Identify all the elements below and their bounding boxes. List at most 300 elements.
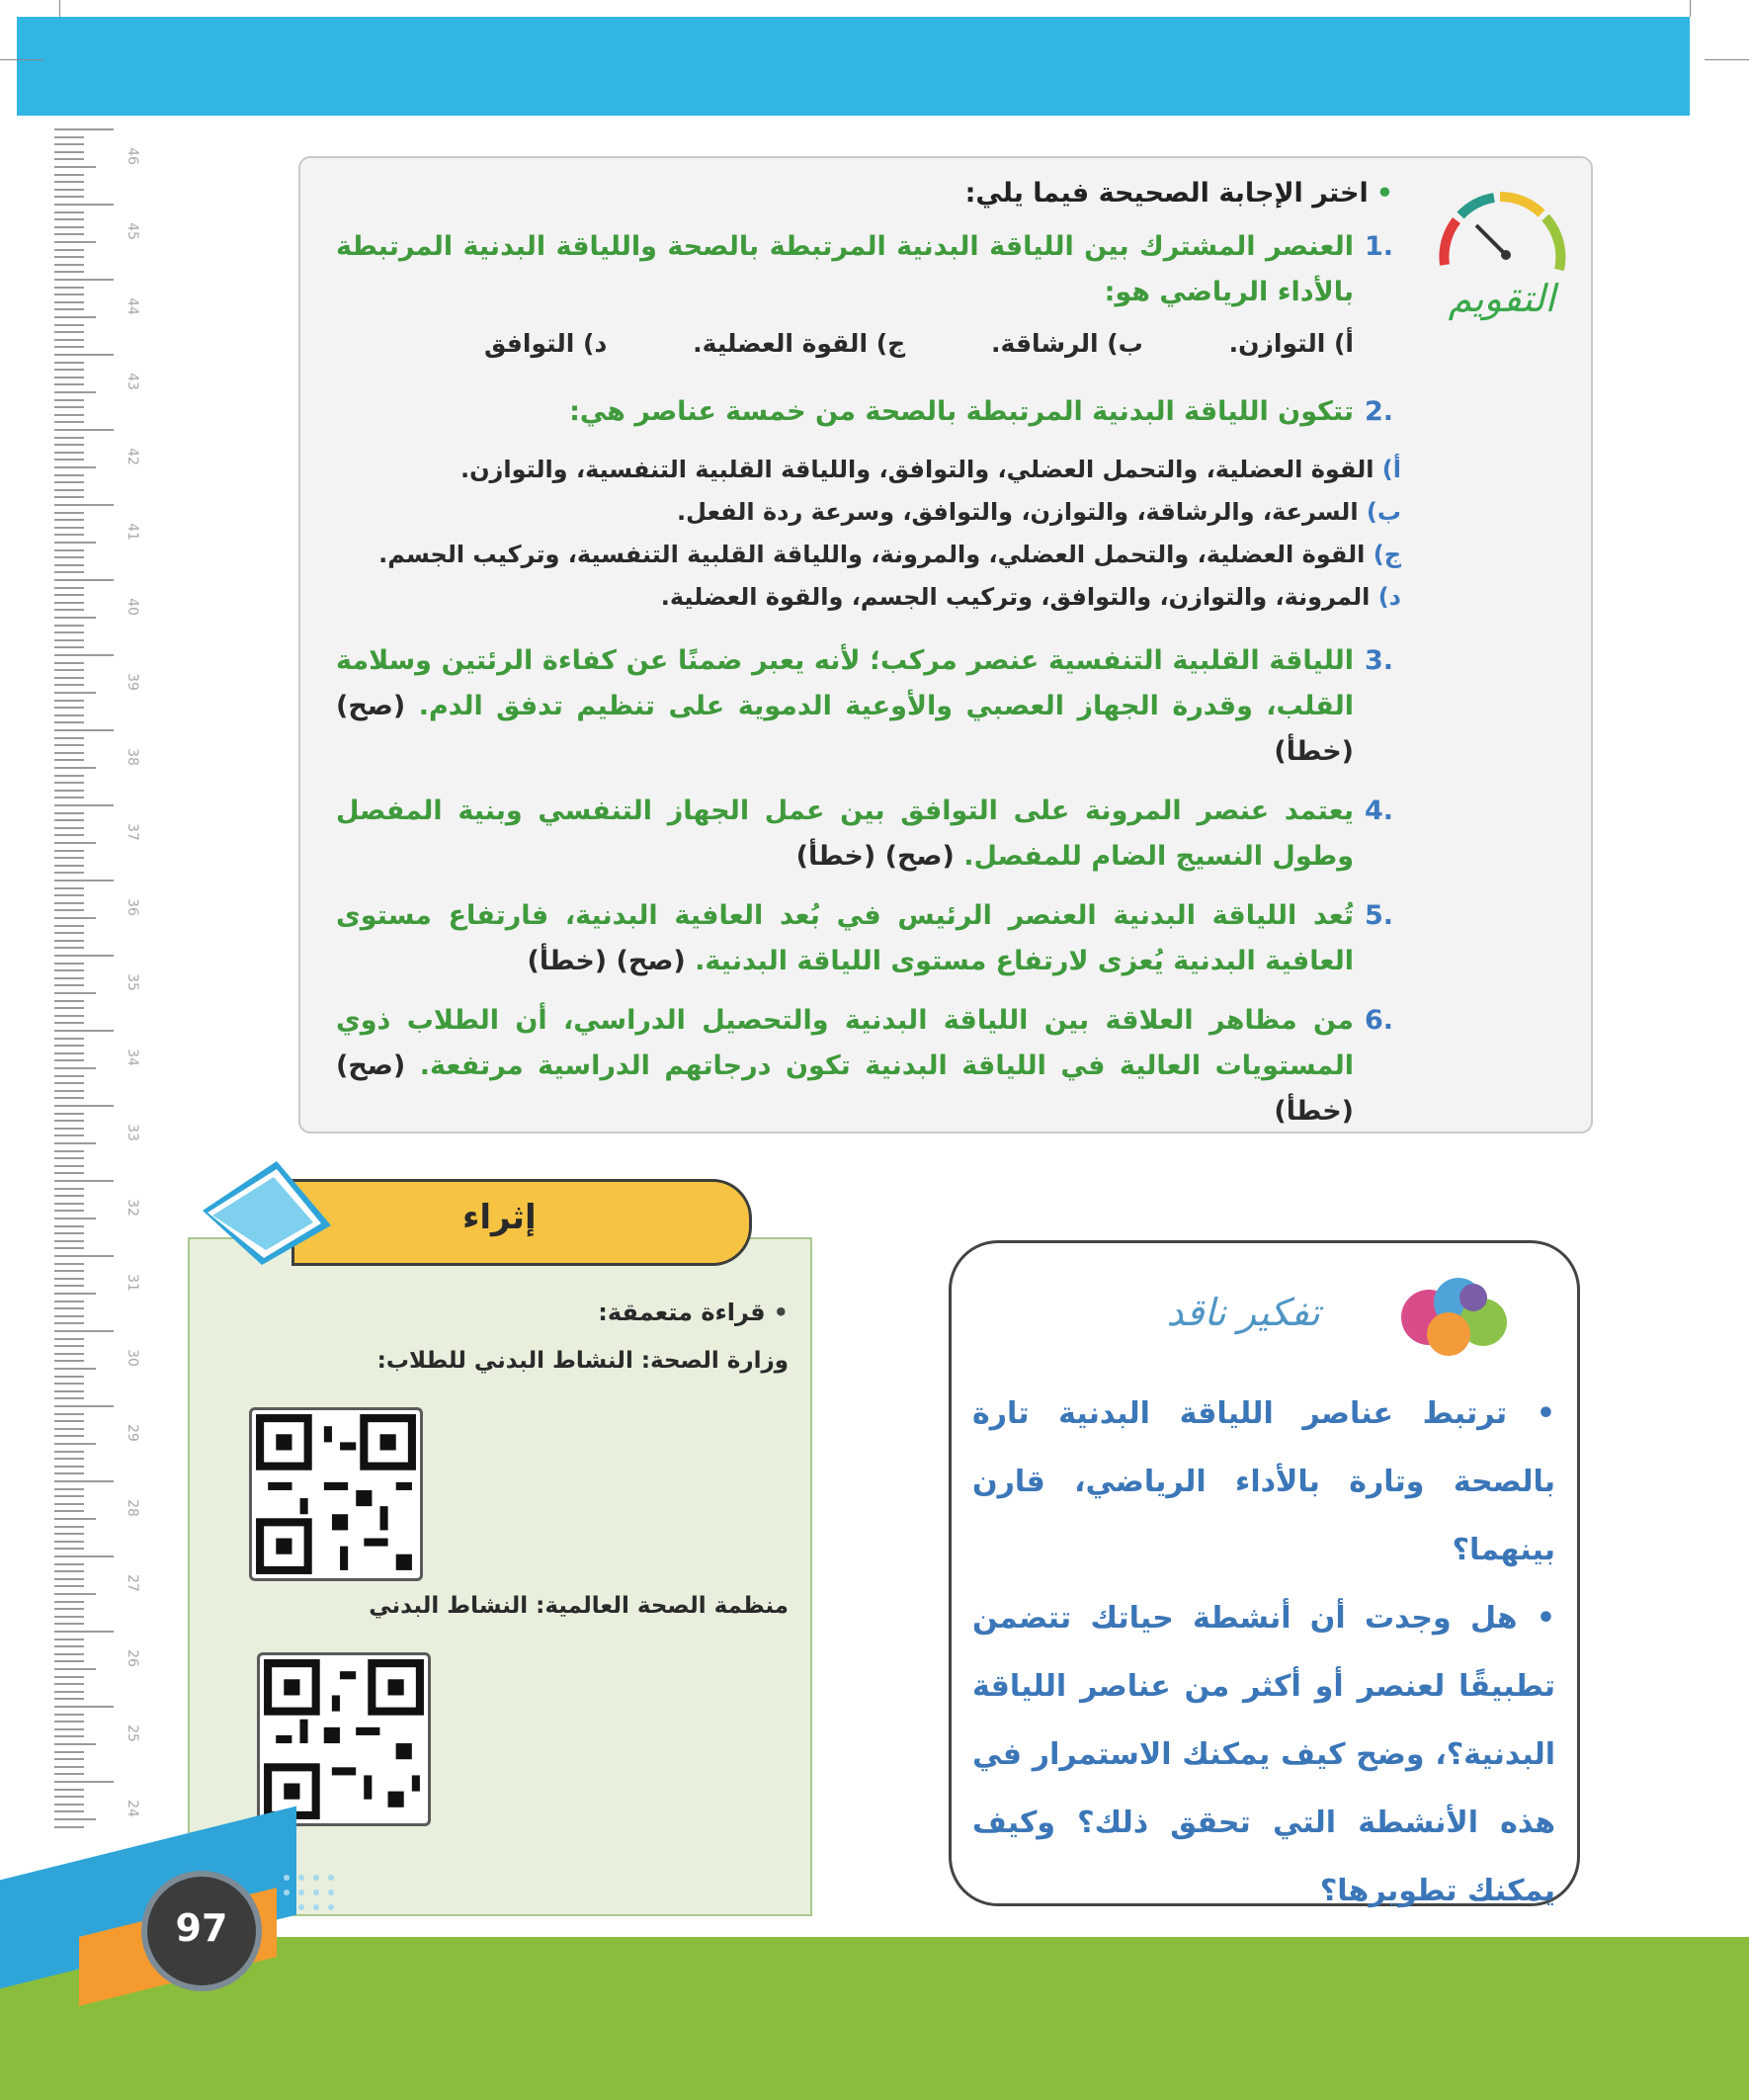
ruler-tick <box>54 963 84 965</box>
question-2 <box>336 389 1393 435</box>
ruler-tick <box>54 294 84 295</box>
top-banner <box>17 17 1690 116</box>
ruler-tick <box>54 1781 114 1783</box>
ruler-tick <box>54 324 84 326</box>
enrichment-bullet-text: قراءة متعمقة: <box>598 1299 766 1326</box>
ruler-tick <box>54 1278 84 1280</box>
ruler-tick <box>54 474 84 476</box>
ruler-tick <box>54 166 96 168</box>
question-text: تتكون اللياقة البدنية المرتبطة بالصحة من خمسة عناصر هي: <box>569 396 1354 427</box>
ruler-tick <box>54 984 84 986</box>
question-1 <box>336 224 1393 315</box>
ruler-tick <box>54 880 114 882</box>
ruler-tick <box>54 1180 114 1182</box>
statement: اللياقة القلبية التنفسية عنصر مركب؛ لأنه يعبر ضمنًا عن كفاءة الرئتين وسلامة القلب، وقدرة الجهاز العصبي والأوعية الدموية على تنظيم تدفق الدم. <box>336 645 1354 721</box>
ruler-tick <box>54 947 84 949</box>
ruler-tick <box>54 1773 84 1775</box>
ruler-tick <box>54 1345 84 1347</box>
ruler-tick <box>54 631 84 633</box>
ruler-tick <box>54 1015 84 1017</box>
ruler-tick <box>54 1307 84 1309</box>
ruler-tick <box>54 669 84 671</box>
ruler-tick <box>54 1789 84 1791</box>
option-text: القوة العضلية، والتحمل العضلي، والتوافق، واللياقة القلبية التنفسية، والتوازن. <box>459 456 1374 483</box>
option-letter: أ) <box>1381 456 1401 483</box>
ruler-tick <box>54 894 84 896</box>
ruler-tick <box>54 189 84 191</box>
statement: من مظاهر العلاقة بين اللياقة البدنية والتحصيل الدراسي، أن الطلاب ذوي المستويات العالية في اللياقة البدنية تكون درجاتهم الدراسية مرتفعة. <box>336 1005 1354 1081</box>
ruler-tick <box>54 1706 114 1708</box>
ruler-tick <box>54 1067 96 1069</box>
ruler-tick <box>54 218 84 220</box>
ruler-tick <box>54 1301 84 1302</box>
ruler-tick <box>54 1804 84 1806</box>
ruler-tick <box>54 625 84 627</box>
ruler-tick <box>54 1751 84 1753</box>
crop-mark <box>1705 59 1749 60</box>
ruler-tick <box>54 1466 84 1468</box>
ruler-number: 40 <box>124 598 140 616</box>
ruler-tick <box>54 617 96 619</box>
ruler-tick <box>54 519 84 521</box>
ruler-tick <box>54 241 96 243</box>
ruler-tick <box>54 767 96 769</box>
ruler-tick <box>54 1150 84 1152</box>
qr-code-who[interactable] <box>257 1652 431 1826</box>
question-number: .1 <box>1364 231 1393 262</box>
ruler-tick <box>54 872 84 874</box>
ruler-tick <box>54 909 84 911</box>
ruler-tick <box>54 301 84 303</box>
ruler-tick <box>54 1533 84 1535</box>
ruler-tick <box>54 204 114 206</box>
ruler-tick <box>54 992 96 994</box>
enrichment-title: إثراء <box>462 1198 537 1237</box>
ruler-tick <box>54 383 84 385</box>
question-3 <box>336 638 1393 775</box>
ruler-number: 42 <box>124 448 140 465</box>
ruler-tick <box>54 775 84 777</box>
ruler-tick <box>54 744 84 746</box>
ruler-tick <box>54 136 84 138</box>
ruler-tick <box>54 1240 84 1242</box>
enrichment-header <box>292 1179 752 1266</box>
ruler-number: 44 <box>124 297 140 315</box>
ruler-tick <box>54 1255 114 1257</box>
true-false-choice[interactable]: (صح) (خطأ) <box>336 1050 1354 1127</box>
ruler-tick <box>54 429 114 431</box>
ruler-tick <box>54 1555 114 1557</box>
ruler-tick <box>54 369 84 371</box>
ruler-number: 36 <box>124 898 140 916</box>
ruler-tick <box>54 1383 84 1385</box>
ruler-tick <box>54 1818 96 1820</box>
statement: تُعد اللياقة البدنية العنصر الرئيس في بُعد العافية البدنية، فارتفاع مستوى العافية البدنية يُعزى لارتفاع مستوى اللياقة البدنية. <box>336 900 1354 976</box>
ruler-tick <box>54 1691 84 1693</box>
ruler-tick <box>54 759 84 761</box>
ruler-tick <box>54 444 84 446</box>
ruler-tick <box>54 542 96 544</box>
ruler-tick <box>54 362 84 364</box>
option-c[interactable] <box>336 534 1401 576</box>
ruler-tick <box>54 932 84 934</box>
question-number: .4 <box>1364 796 1393 826</box>
ruler-tick <box>54 1322 84 1324</box>
ruler-tick <box>54 287 84 289</box>
ruler-tick <box>54 1728 84 1730</box>
ruler-tick <box>54 1593 96 1595</box>
ruler-tick <box>54 1090 84 1092</box>
ruler-tick <box>54 1518 96 1520</box>
ruler-tick <box>54 721 84 723</box>
ruler-tick <box>54 264 84 266</box>
ruler-tick <box>54 1488 84 1490</box>
ruler-number: 46 <box>124 147 140 165</box>
enrichment-bullet <box>598 1299 789 1326</box>
ruler-tick <box>54 226 84 228</box>
ruler-tick <box>54 1113 84 1115</box>
ruler-tick <box>54 1495 84 1497</box>
ruler-tick <box>54 842 96 844</box>
evaluation-logo <box>1425 176 1573 324</box>
critical-thinking-panel <box>949 1240 1580 1906</box>
question-2-options <box>336 449 1401 619</box>
ruler-tick <box>54 579 114 581</box>
question-text <box>336 998 1354 1134</box>
ruler-tick <box>54 391 96 393</box>
crop-mark <box>0 59 44 60</box>
ruler-tick <box>54 1458 84 1460</box>
ruler-tick <box>54 128 114 130</box>
ruler-tick <box>54 1195 84 1197</box>
ruler-tick <box>54 1105 114 1107</box>
question-6 <box>336 998 1393 1134</box>
page-number: 97 <box>175 1906 228 1950</box>
qr-code-moh[interactable] <box>249 1407 423 1581</box>
ruler-tick <box>54 1000 84 1002</box>
ruler-tick <box>54 143 84 145</box>
ruler-tick <box>54 1435 84 1437</box>
ruler-number: 34 <box>124 1049 140 1066</box>
ruler-tick <box>54 1503 84 1505</box>
ruler-tick <box>54 1007 84 1009</box>
ruler-tick <box>54 819 84 821</box>
ruler-tick <box>54 1376 84 1378</box>
ruler-tick <box>54 1826 84 1828</box>
ruler-tick <box>54 1548 84 1550</box>
ruler-tick <box>54 1263 84 1265</box>
ruler-tick <box>54 1451 84 1453</box>
ruler-tick <box>54 1714 84 1716</box>
ruler-tick <box>54 662 84 664</box>
ruler-tick <box>54 790 84 792</box>
ruler-tick <box>54 887 84 889</box>
ruler-tick <box>54 527 84 529</box>
statement: يعتمد عنصر المرونة على التوافق بين عمل الجهاز التنفسي وبنية المفصل وطول النسيج الضام للمفصل. <box>336 796 1354 872</box>
evaluation-questions <box>336 178 1401 1148</box>
ruler-tick <box>54 1232 84 1234</box>
ruler-tick <box>54 1330 114 1332</box>
option-a[interactable] <box>336 449 1401 491</box>
question-5 <box>336 893 1393 984</box>
bullet-icon: • <box>773 1299 789 1326</box>
option-d[interactable]: د) التوافق <box>484 329 608 358</box>
qr-icon <box>260 1655 428 1823</box>
ruler-number: 35 <box>124 973 140 991</box>
ruler-tick <box>54 1616 84 1618</box>
ruler-tick <box>54 1608 84 1610</box>
ruler-tick <box>54 489 84 491</box>
true-false-choice[interactable]: (صح) (خطأ) <box>795 841 955 872</box>
option-text: القوة العضلية، والتحمل العضلي، والمرونة، واللياقة القلبية التنفسية، وتركيب الجسم. <box>378 541 1366 568</box>
ruler-tick <box>54 594 84 596</box>
ruler-tick <box>54 1038 84 1040</box>
ruler-tick <box>54 233 84 235</box>
ruler-tick <box>54 1022 84 1024</box>
critical-thinking-text <box>972 1380 1555 1925</box>
question-number: .3 <box>1364 645 1393 676</box>
ruler-tick <box>54 1030 114 1032</box>
ruler-tick <box>54 677 84 679</box>
ruler-tick <box>54 1353 84 1355</box>
ruler-tick <box>54 1360 84 1362</box>
ruler-tick <box>54 1397 84 1399</box>
open-book-icon <box>183 1141 351 1270</box>
option-c[interactable]: ج) القوة العضلية. <box>693 329 906 358</box>
ruler-tick <box>54 1142 96 1144</box>
ruler-tick <box>54 512 84 514</box>
ruler-tick <box>54 925 84 927</box>
ruler-tick <box>54 1735 84 1737</box>
ruler-tick <box>54 414 84 416</box>
option-text: السرعة، والرشاقة، والتوازن، والتوافق، وسرعة ردة الفعل. <box>677 498 1359 526</box>
ruler-tick <box>54 692 96 694</box>
ruler-tick <box>54 481 84 483</box>
ruler-tick <box>54 1075 84 1077</box>
ruler-tick <box>54 271 84 273</box>
ruler-tick <box>54 1796 84 1798</box>
ruler-tick <box>54 256 84 258</box>
question-text: العنصر المشترك بين اللياقة البدنية المرتبطة بالصحة واللياقة البدنية المرتبطة بالأداء الرياضي هو: <box>336 231 1354 307</box>
ruler-tick <box>54 1743 96 1745</box>
source-who: منظمة الصحة العالمية: النشاط البدني <box>369 1593 789 1619</box>
ruler-tick <box>54 354 114 356</box>
ruler-tick <box>54 977 84 979</box>
ruler-tick <box>54 646 84 648</box>
ruler-tick <box>54 969 84 971</box>
instruction-text: اختر الإجابة الصحيحة فيما يلي: <box>964 178 1369 209</box>
ruler-tick <box>54 707 84 709</box>
ruler-number: 30 <box>124 1349 140 1367</box>
ruler-tick <box>54 316 96 318</box>
ruler-tick <box>54 602 84 604</box>
ruler-tick <box>54 714 84 716</box>
ruler-number: 32 <box>124 1199 140 1217</box>
option-letter: ج) <box>1373 541 1401 568</box>
ruler-tick <box>54 1247 84 1249</box>
ruler-tick <box>54 1059 84 1061</box>
ruler-tick <box>54 437 84 439</box>
ruler-tick <box>54 504 114 506</box>
source-moh: وزارة الصحة: النشاط البدني للطلاب: <box>376 1348 789 1374</box>
ruler-number: 27 <box>124 1574 140 1592</box>
ruler-tick <box>54 1293 96 1295</box>
evaluation-panel <box>298 156 1593 1134</box>
ruler-tick <box>54 1420 84 1422</box>
ruler-tick <box>54 534 84 536</box>
ruler-tick <box>54 1128 84 1130</box>
ruler-tick <box>54 496 84 498</box>
ruler-number: 25 <box>124 1724 140 1742</box>
ruler-tick <box>54 466 96 468</box>
crop-mark <box>59 0 60 17</box>
ruler-tick <box>54 850 84 852</box>
ruler-tick <box>54 1428 84 1430</box>
ruler-tick <box>54 331 84 333</box>
ruler-tick <box>54 1097 84 1099</box>
ruler-tick <box>54 1653 84 1655</box>
ruler-tick <box>54 1510 84 1512</box>
ruler-tick <box>54 782 84 784</box>
ruler-tick <box>54 1570 84 1572</box>
ruler-tick <box>54 158 84 160</box>
ruler-tick <box>54 917 96 919</box>
ruler-tick <box>54 1526 84 1528</box>
ruler-tick <box>54 1443 96 1445</box>
ruler-tick <box>54 1052 84 1054</box>
option-b[interactable]: ب) الرشاقة. <box>991 329 1143 358</box>
true-false-choice[interactable]: (صح) (خطأ) <box>527 946 686 976</box>
ruler-tick <box>54 459 84 461</box>
evaluation-logo-label: التقويم <box>1448 277 1555 320</box>
ruler-tick <box>54 1210 84 1212</box>
ruler-tick <box>54 1165 84 1167</box>
ruler-tick <box>54 587 84 589</box>
ruler-tick <box>54 1203 84 1205</box>
ruler-tick <box>54 797 84 798</box>
ruler-tick <box>54 1338 84 1340</box>
ruler-tick <box>54 1225 84 1227</box>
ruler-number: 26 <box>124 1649 140 1667</box>
option-d[interactable] <box>336 576 1401 619</box>
ruler-tick <box>54 1157 84 1159</box>
ruler-tick <box>54 1645 84 1647</box>
ruler-tick <box>54 549 84 551</box>
ruler-number: 37 <box>124 823 140 841</box>
brain-icon <box>1389 1273 1518 1372</box>
ruler-tick <box>54 940 84 942</box>
ruler-tick <box>54 399 84 401</box>
true-false-choice[interactable]: (صح) (خطأ) <box>336 691 1354 767</box>
ruler-tick <box>54 1758 84 1760</box>
ruler-number: 39 <box>124 673 140 691</box>
ruler-number: 24 <box>124 1800 140 1817</box>
ruler-tick <box>54 196 84 198</box>
ruler-tick <box>54 1315 84 1317</box>
ruler-tick <box>54 902 84 904</box>
ruler-tick <box>54 955 114 957</box>
ruler-tick <box>54 1172 84 1174</box>
question-4 <box>336 789 1393 880</box>
ruler-tick <box>54 804 114 806</box>
bottom-banner <box>0 1937 1749 2100</box>
ruler-tick <box>54 421 84 423</box>
ruler-number: 45 <box>124 222 140 240</box>
ruler-tick <box>54 1188 84 1190</box>
ruler-tick <box>54 737 84 739</box>
instruction <box>336 178 1393 209</box>
ruler-number: 28 <box>124 1499 140 1517</box>
ruler-tick <box>54 1578 84 1580</box>
ruler-tick <box>54 1623 84 1625</box>
ruler-tick <box>54 1134 84 1136</box>
ruler-tick <box>54 1405 114 1407</box>
ruler-number: 41 <box>124 523 140 541</box>
crop-mark <box>1690 0 1691 17</box>
ruler-tick <box>54 571 84 573</box>
ruler-tick <box>54 1638 84 1640</box>
ruler-tick <box>54 346 84 348</box>
ruler-tick <box>54 1601 84 1603</box>
ruler-number: 33 <box>124 1124 140 1141</box>
qr-icon <box>252 1410 420 1578</box>
ruler-tick <box>54 1810 84 1812</box>
ruler-tick <box>54 1045 84 1047</box>
ruler-tick <box>54 452 84 454</box>
ruler-number: 31 <box>124 1274 140 1292</box>
ruler-tick <box>54 339 84 341</box>
question-text <box>336 789 1354 880</box>
ruler-tick <box>54 174 84 176</box>
option-letter: د) <box>1377 583 1401 611</box>
ruler-tick <box>54 249 84 251</box>
ruler-tick <box>54 151 84 153</box>
ruler-tick <box>54 1721 84 1722</box>
ruler-tick <box>54 1585 84 1587</box>
option-a[interactable]: أ) التوازن. <box>1228 329 1354 358</box>
ruler-tick <box>54 1390 84 1392</box>
bullet-icon: • <box>1375 178 1393 209</box>
thinking-prompt-1: • ترتبط عناصر اللياقة البدنية تارة بالصحة وتارة بالأداء الرياضي، قارن بينهما؟ <box>972 1396 1555 1567</box>
ruler-tick <box>54 1082 84 1084</box>
ruler-tick <box>54 556 84 558</box>
ruler-tick <box>54 308 84 310</box>
ruler-number: 29 <box>124 1424 140 1442</box>
critical-thinking-title: تفكير ناقد <box>1166 1291 1320 1334</box>
option-text: المرونة، والتوازن، والتوافق، وتركيب الجسم، والقوة العضلية. <box>660 583 1371 611</box>
question-text <box>336 893 1354 984</box>
question-number: .5 <box>1364 900 1393 931</box>
ruler-tick <box>54 827 84 829</box>
question-text <box>336 638 1354 775</box>
ruler-tick <box>54 1270 84 1272</box>
question-1-options <box>484 329 1354 358</box>
ruler-tick <box>54 639 84 641</box>
ruler-tick <box>54 865 84 867</box>
option-letter: ب) <box>1366 498 1401 526</box>
ruler-tick <box>54 834 84 836</box>
page-number-badge <box>141 1871 262 1991</box>
ruler-tick <box>54 406 84 408</box>
ruler-tick <box>54 1563 84 1565</box>
ruler-tick <box>54 211 84 213</box>
ruler-tick <box>54 1120 84 1122</box>
ruler-tick <box>54 1660 84 1662</box>
ruler-tick <box>54 1668 96 1670</box>
ruler-tick <box>54 1480 114 1482</box>
option-b[interactable] <box>336 491 1401 534</box>
ruler-tick <box>54 564 84 566</box>
